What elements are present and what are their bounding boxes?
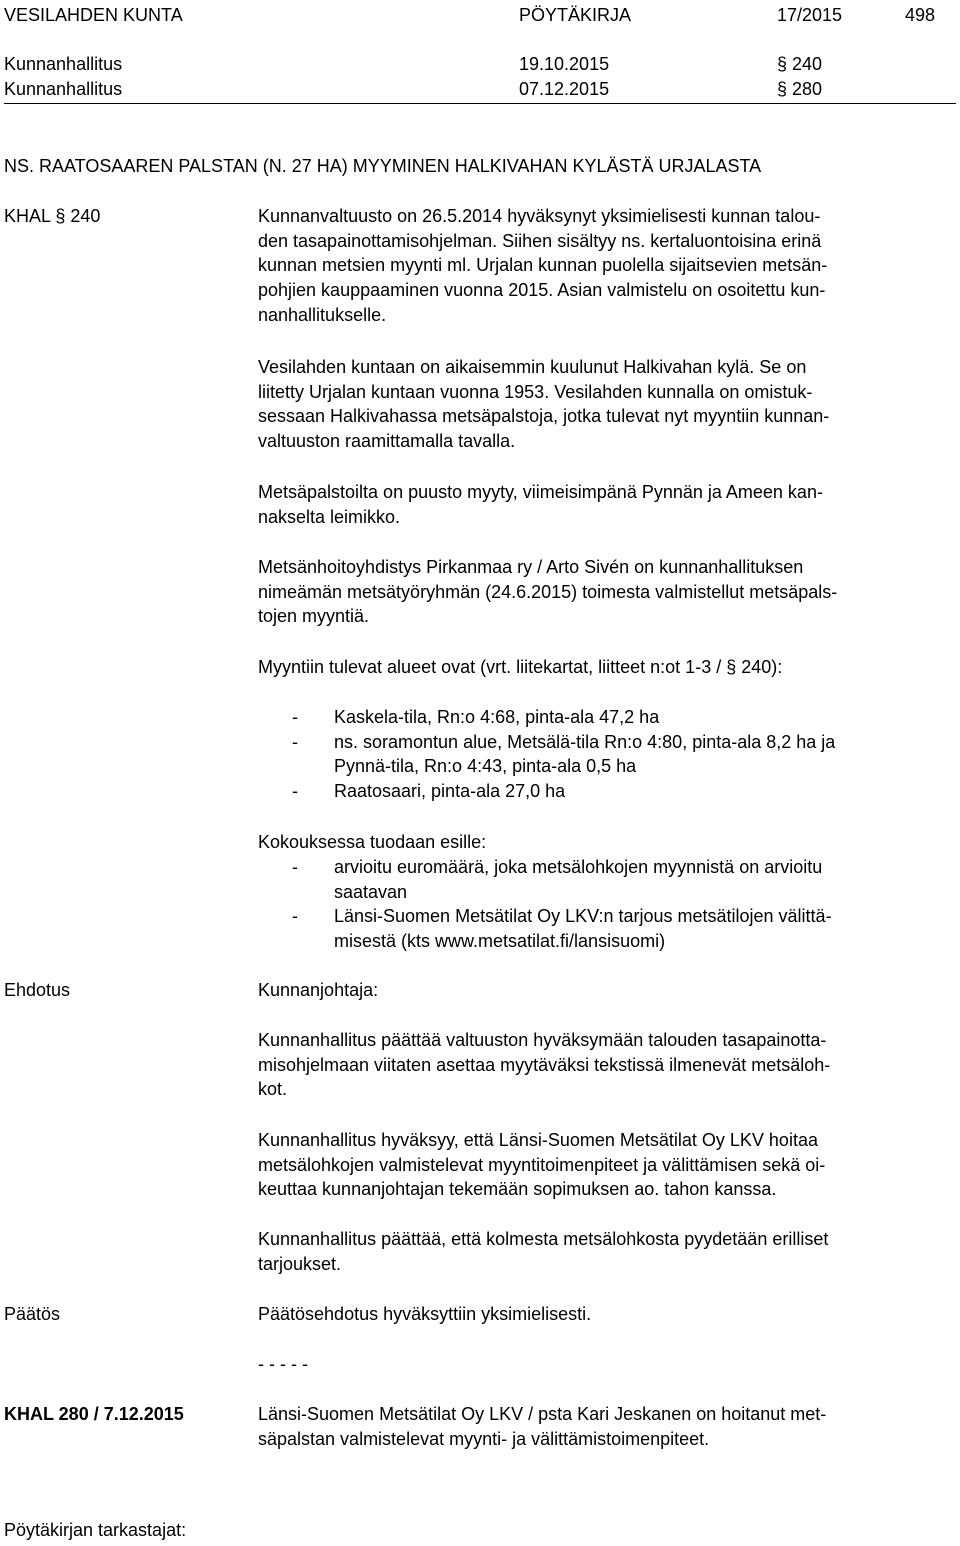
reference-section: § 240 (777, 54, 823, 74)
reference-body: Kunnanhallitus (4, 54, 123, 74)
reference-date: 19.10.2015 (519, 54, 610, 74)
meeting-items-list (258, 855, 832, 954)
list-item: - arvioitu euromäärä, joka metsälohkojen myynnistä on arvioitu (292, 857, 823, 877)
list-item-continuation: saatavan (334, 881, 408, 902)
paragraph-preparation: Metsänhoitoyhdistys Pirkanmaa ry / Arto Sivén on kunnanhallituksen nimeämän metsätyöryhmän (24.6.2015) toimesta valmistellut metsäpals- tojen myyntiä. (258, 557, 838, 627)
separator: - - - - - (258, 1354, 308, 1374)
reference-section: § 280 (777, 79, 823, 99)
page-number: 498 (905, 5, 936, 25)
paragraph-areas-intro: Myyntiin tulevat alueet ovat (vrt. liitekartat, liitteet n:ot 1-3 / § 240): (258, 657, 783, 677)
areas-list (258, 705, 835, 804)
header-divider (4, 103, 956, 104)
list-item-continuation: Pynnä-tila, Rn:o 4:43, pinta-ala 0,5 ha (334, 756, 637, 777)
doc-type: PÖYTÄKIRJA (519, 5, 632, 25)
decision-text: Päätösehdotus hyväksyttiin yksimielisesti. (258, 1304, 592, 1324)
reference-body: Kunnanhallitus (4, 79, 123, 99)
page-title: NS. RAATOSAAREN PALSTAN (N. 27 HA) MYYMINEN HALKIVAHAN KYLÄSTÄ URJALASTA (4, 156, 762, 176)
list-item: - Raatosaari, pinta-ala 27,0 ha (292, 781, 566, 802)
paragraph-khal280: Länsi-Suomen Metsätilat Oy LKV / psta Kari Jeskanen on hoitanut met- säpalstan valmistelevat myynti- ja välittämistoimenpiteet. (258, 1404, 827, 1449)
proposal-label: Ehdotus (4, 980, 71, 1000)
proposal-paragraph-2: Kunnanhallitus hyväksyy, että Länsi-Suomen Metsätilat Oy LKV hoitaa metsälohkojen valmistelevat myyntitoimenpiteet ja välittämisen sekä oi- keuttaa kunnanjohtajan tekemään sopimuksen ao. tahon kanssa. (258, 1130, 826, 1200)
org-name: VESILAHDEN KUNTA (4, 5, 183, 25)
list-item: - ns. soramontun alue, Metsälä-tila Rn:o 4:80, pinta-ala 8,2 ha ja (292, 731, 836, 752)
proposal-paragraph-1: Kunnanhallitus päättää valtuuston hyväksymään talouden tasapainotta- misohjelmaan viitaten asettaa myytäväksi tekstissä ilmenevät metsäloh- kot. (258, 1030, 831, 1100)
doc-number: 17/2015 (777, 5, 843, 25)
list-item-continuation: misestä (kts www.metsatilat.fi/lansisuomi) (334, 931, 666, 952)
paragraph-history: Vesilahden kuntaan on aikaisemmin kuulunut Halkivahan kylä. Se on liitetty Urjalan kuntaan vuonna 1953. Vesilahden kunnalla on omistuk- sessaan Halkivahassa metsäpalstoja, jotka tulevat nyt myyntiin kunnan- valtuuston raamittamalla tavalla. (258, 357, 830, 452)
meeting-intro: Kokouksessa tuodaan esille: (258, 832, 487, 852)
reference-date: 07.12.2015 (519, 79, 610, 99)
proposal-by: Kunnanjohtaja: (258, 980, 379, 1000)
section-label-khal280: KHAL 280 / 7.12.2015 (4, 1404, 184, 1424)
list-item: - Länsi-Suomen Metsätilat Oy LKV:n tarjous metsätilojen välittä- (292, 906, 832, 927)
decision-label: Päätös (4, 1304, 61, 1324)
section-label-khal240: KHAL § 240 (4, 206, 101, 226)
reviewers-label: Pöytäkirjan tarkastajat: (4, 1520, 187, 1540)
list-item: - Kaskela-tila, Rn:o 4:68, pinta-ala 47,2 ha (292, 707, 660, 727)
paragraph-background: Kunnanvaltuusto on 26.5.2014 hyväksynyt yksimielisesti kunnan talou- den tasapainottamisohjelman. Siihen sisältyy ns. kertaluontoisina erinä kunnan metsien myynti ml. Urjalan kunnan puolella sijaitsevien metsän- pohjien kauppaaminen vuonna 2015. Asian valmistelu on osoitettu kun- nanhallitukselle. (258, 206, 828, 325)
paragraph-timber: Metsäpalstoilta on puusto myyty, viimeisimpänä Pynnän ja Ameen kan- nakselta leimikko. (258, 482, 823, 527)
proposal-paragraph-3: Kunnanhallitus päättää, että kolmesta metsälohkosta pyydetään erilliset tarjoukset. (258, 1229, 829, 1274)
